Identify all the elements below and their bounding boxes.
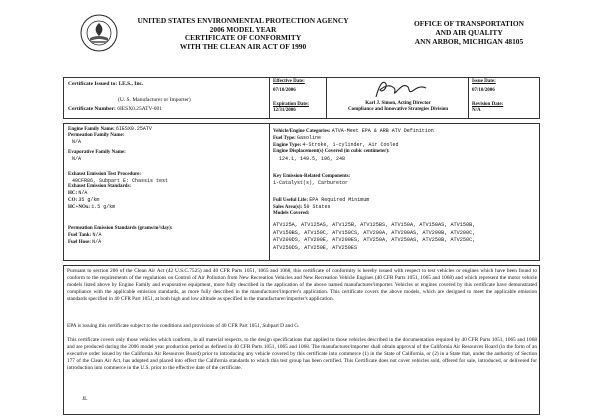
permeation-standards-label: Permeation Emission Standards (grams/m²/day):	[68, 226, 173, 231]
sales-area-value: 50 States	[303, 204, 331, 210]
models-list	[273, 222, 538, 252]
issued-to-value: I.E.S., Inc.	[118, 81, 144, 87]
certificate-number-value: 6IESX0.25ATV-001	[117, 106, 163, 112]
hc-value: N/A	[78, 190, 88, 196]
expiration-date-value: 12/31/2006	[273, 108, 296, 113]
exhaust-procedure-label: Exhaust Emission Test Procedure:	[68, 172, 142, 177]
signer-name: Karl J. Simon, Acting Director	[365, 101, 431, 106]
permeation-family-label: Permeation Family Name:	[68, 133, 125, 138]
components-label: Key Emission-Related Components:	[273, 174, 351, 179]
fuel-type-row	[273, 135, 538, 142]
engine-type-label: Engine Type:	[273, 143, 302, 148]
effective-date	[273, 79, 325, 94]
effective-date-label: Effective Date:	[273, 79, 305, 84]
displacement-label: Engine Displacement(s) Covered (in cubic centimeter):	[273, 149, 390, 154]
co-label: CO:	[68, 198, 78, 203]
clean-air-act-line: WITH THE CLEAN AIR ACT OF 1990	[179, 41, 307, 51]
issue-date	[472, 79, 538, 94]
permeation-family-value: N/A	[72, 139, 82, 145]
evaporative-family-value: N/A	[72, 156, 82, 162]
initials: JL	[82, 396, 88, 402]
epa-title-block	[128, 17, 358, 51]
evaporative-family	[68, 150, 266, 162]
issued-to	[68, 81, 143, 88]
hc-row	[68, 190, 266, 197]
models-line: ATV250DS, ATV250E, ATV250ES	[273, 244, 358, 251]
models-line: ATV125A, ATV125AS, ATV125B, ATV125BS, ATV150A, ATV150AS, ATV150B,	[273, 222, 476, 228]
certificate-number-label: Certificate Number:	[68, 106, 116, 112]
revision-date-label: Revision Date:	[472, 102, 504, 107]
useful-life-label: Full Useful Life:	[273, 198, 308, 203]
co-value: 35 g/km	[78, 197, 100, 203]
office-line-3: ANN ARBOR, MICHIGAN 48105	[414, 37, 524, 47]
office-line-1: OFFICE OF TRANSPORTATION	[414, 19, 524, 28]
categories-value: ATVA-Meet EPA & ARB ATV Definition	[331, 128, 434, 134]
models-line: ATV150BS, ATV150C, ATV150CS, ATV200A, ATV200AS, ATV200B, ATV200C,	[273, 229, 476, 236]
hcnox-value: 1.5 g/km	[91, 204, 116, 210]
issue-date-label: Issue Date:	[472, 79, 496, 84]
useful-life-value: EPA Required Minimum	[309, 197, 370, 203]
epa-title-line: UNITED STATES ENVIRONMENTAL PROTECTION AGENCY	[137, 16, 349, 25]
certificate-number	[68, 106, 162, 113]
fuel-hose-value: N/A	[92, 239, 102, 245]
office-line-2: AND AIR QUALITY	[435, 28, 503, 38]
issue-date-value: 07/10/2006	[472, 88, 495, 93]
components-value: 1-Catalyst(s), Carburetor	[273, 180, 349, 186]
evaporative-family-label: Evaporative Family Name:	[68, 150, 126, 155]
fuel-tank-row	[68, 232, 266, 239]
signer-block	[329, 101, 467, 113]
engine-family-value: 6IESX0.25ATV	[115, 126, 152, 132]
engine-type-row	[273, 142, 538, 149]
permeation-standards	[68, 226, 266, 246]
manufacturer-note: (U. S. Manufacturer or Importer)	[118, 97, 191, 103]
expiration-date-label: Expiration Date:	[273, 102, 309, 107]
engine-family	[68, 126, 266, 145]
signature-icon	[370, 78, 430, 100]
epa-seal	[80, 14, 118, 52]
displacement-value: 124.1, 149.5, 196, 248	[279, 156, 346, 162]
office-block	[396, 19, 542, 47]
co-row	[68, 197, 266, 204]
sales-area-row	[273, 204, 538, 211]
fuel-hose-label: Fuel Hose:	[68, 240, 91, 245]
certificate-line: CERTIFICATE OF CONFORMITY	[184, 33, 302, 43]
emission-components	[273, 174, 538, 186]
signer-office: Compliance and Innovative Strategies Division	[347, 107, 448, 112]
sales-area-label: Sales Area(s):	[273, 205, 303, 210]
models-covered-label: Models Covered:	[273, 211, 310, 216]
legal-paragraph-1: Pursuant to section 206 of the Clean Air Act (42 U.S.C.7525) and 40 CFR Parts 1051, 1065 and 1068, this certificate of conformity is hereby issued with respect to test vehicles or engines which have been found to conform to the requirements of the regulations on Control of Air Pollution from New Recreation Vehicles and New Recreation Vehicle Engines (40 CFR Parts 1051, 1065 and 1068) and which represent the motor vehicle models listed above by Engine Family and evaporative equipment, more fully described in the application of the above named manufacturer/importer. Vehicles or engines covered by this certificate have demonstrated compliance with the applicable emission standards, as more fully described in the manufacturer/importer's application. This certificate covers the above models, which are designed to meet the applicable emission standards specified in 40 CFR Part 1051, at both high and low altitude as specified in the manufacturer/importer's application.	[67, 268, 537, 302]
hcnox-label: HC+NOx:	[68, 205, 91, 210]
fuel-hose-row	[68, 239, 266, 246]
vehicle-info	[273, 128, 538, 162]
categories-row	[273, 128, 538, 135]
exhaust-procedure-value: 40CFR86, Subpart E: Chassis test	[72, 178, 169, 184]
expiration-date	[273, 102, 325, 114]
hc-label: HC:	[68, 191, 78, 196]
model-year-line: 2006 MODEL YEAR	[209, 24, 277, 34]
useful-life-row	[273, 197, 538, 204]
exhaust-standards-label: Exhaust Emission Standards:	[68, 184, 132, 189]
hcnox-row	[68, 204, 266, 211]
legal-paragraph-2: EPA is issuing this certificate subject to the conditions and provisions of 40 CFR Part 1051, Subpart D and G.	[67, 323, 300, 329]
epa-seal-icon	[80, 14, 118, 52]
legal-paragraph-3: This certificate covers only those vehicles which conform, in all material respects, to the design specifications that applied to those vehicles described in the documentation required by 40 CFR Parts 1051, 1065 and 1068 and are produced during the 2006 model year production period as defined in 40 CFR Parts 1051, 1065 and 1068. The manufacturer/importer shall obtain approval of the California Air Resources Board (in the form of an executive order issued by the California Air Resources Board) prior to introducing any vehicle covered by this certificate into commerce (1) in the State of California, or (2) in a State that, under the authority of Section 177 of the Clean Air Act, has adopted and placed into effect the California standards to which this test group has been certified. This Certificate does not cover vehicles sold, offered for sale, introduced, or delivered for introduction into commerce in the U.S. prior to the effective date of the certificate.	[67, 337, 537, 371]
fuel-tank-value: N/A	[92, 232, 102, 238]
issued-to-label: Certificate Issued to:	[68, 81, 118, 87]
signature-graphic	[370, 78, 430, 100]
revision-date-value: N/A	[472, 108, 481, 113]
fuel-type-value: Gasoline	[296, 135, 321, 141]
engine-type-value: 4-Stroke, 1-cylinder, Air Cooled	[302, 142, 399, 148]
effective-date-value: 07/10/2006	[273, 88, 296, 93]
categories-label: Vehicle/Engine Categories:	[273, 129, 331, 134]
useful-life-block	[273, 197, 538, 217]
engine-family-label: Engine Family Name:	[68, 127, 115, 132]
models-line: ATV200DS, ATV200E, ATV200ES, ATV250A, ATV250AS, ATV250B, ATV250C,	[273, 237, 476, 243]
fuel-tank-label: Fuel Tank:	[68, 233, 92, 238]
fuel-type-label: Fuel Type:	[273, 136, 296, 141]
exhaust-emission	[68, 172, 266, 211]
revision-date	[472, 102, 538, 114]
